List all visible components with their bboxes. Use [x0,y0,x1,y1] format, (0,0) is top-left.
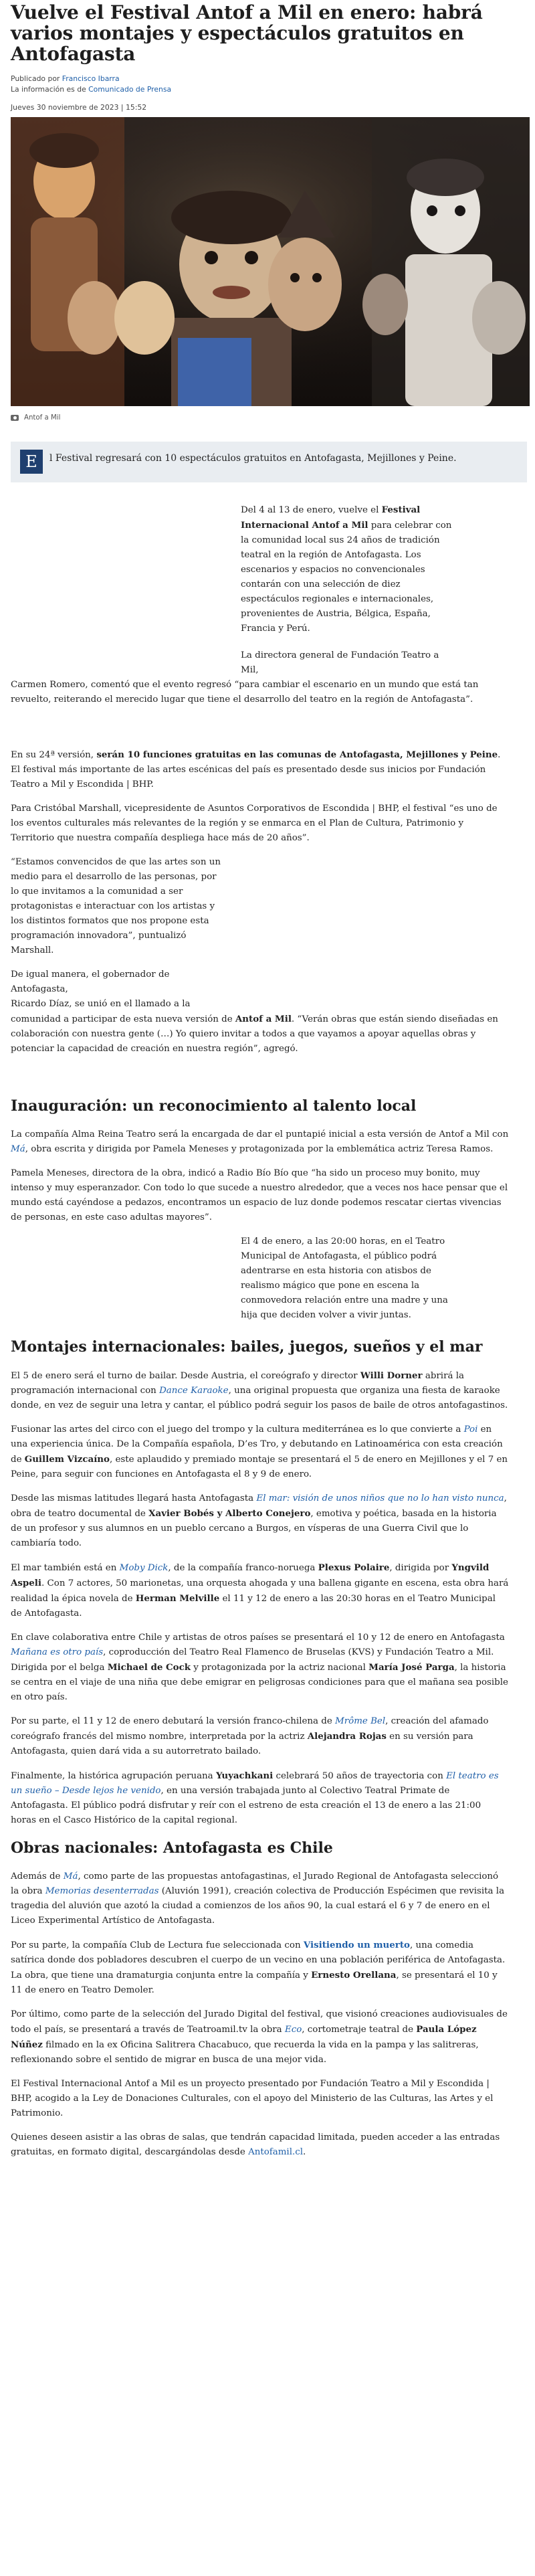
work-link[interactable]: Memorias desenterradas [45,1886,159,1896]
paragraph: Por su parte, el 11 y 12 de enero debutará la versión franco-chilena de Mrôme Bel, creación del afamado coreógrafo francés del mismo nombre, interpretada por la actriz Alejandra Rojas en su versión para Antofagasta, quien dará vida a su autorretrato bailado. [11,1716,489,1756]
work-link[interactable]: Eco [284,2025,302,2035]
paragraph: La compañía Alma Reina Teatro será la encargada de dar el puntapié inicial a esta versión de Antof a Mil con Má, obra escrita y dirigida por Pamela Meneses y protagonizada por la emblemática actriz Teresa Ramos. [11,1129,509,1154]
section-heading: Inauguración: un reconocimiento al talento local [11,1097,417,1115]
paragraph: El mar también está en Moby Dick, de la compañía franco-noruega Plexus Polaire, dirigida por Yngvild Aspeli. Con 7 actores, 50 marionetas, una orquesta ahogada y una ballena gigante en escena, esta obra hará realidad la épica novela de Herman Melville el 11 y 12 de enero a las 20:30 horas en el Teatro Municipal de Antofagasta. [11,1562,509,1619]
paragraph: Por su parte, la compañía Club de Lectura fue seleccionada con Visitiendo un muerto, una comedia satírica donde dos pobladores descubren el cuerpo de un vecino en una población periférica de Antofagasta. La obra, que tiene una dramaturgia conjunta entre la compañía y Ernesto Orellana, se presentará el 10 y 11 de enero en Teatro Demoler. [11,1940,506,1995]
paragraph: El 4 de enero, a las 20:00 horas, en el Teatro Municipal de Antofagasta, el público podrá adentrarse en esta historia con atisbos de realismo mágico que pone en escena la conmovedora relación entre una madre y una hija que deciden volver a vivir juntas. [241,1236,448,1320]
paragraph: Ricardo Díaz, se unió en el llamado a la [11,999,191,1009]
hero-image [11,117,530,406]
paragraph: Además de Má, como parte de las propuestas antofagastinas, el Jurado Regional de Antofagasta seleccionó la obra Memorias desenterradas (Aluvión 1991), creación colectiva de Producción Espécimen que revisita la tragedia del aluvión que azotó la ciudad a comienzos de los años 90, la cual estará el 6 y 7 de enero en el Liceo Experimental Artístico de Antofagasta. [11,1871,505,1926]
image-caption-text: Antof a Mil [24,414,61,422]
puppets-photo [11,117,530,406]
paragraph: La directora general de Fundación Teatro a Mil, [241,650,439,675]
camera-icon [11,415,19,421]
paragraph: comunidad a participar de esta nueva versión de Antof a Mil. “Verán obras que están siendo diseñadas en colaboración con nuestra gente (…) Yo quiero invitar a todos a que vayamos a apoyar aquellas obras y potenciar la capacidad de creación en nuestra región”, agregó. [11,1014,498,1054]
lead-text: l Festival regresará con 10 espectáculos gratuitos en Antofagasta, Mejillones y Peine. [49,453,457,464]
paragraph: Del 4 al 13 de enero, vuelve el Festival Internacional Antof a Mil para celebrar con la comunidad local sus 24 años de tradición teatral en la región de Antofagasta. Los escenarios y espacios no convencionales contarán con una selección de diez espectáculos regionales e internacionales, provenientes de Austria, Bélgica, España, Francia y Perú. [241,504,452,634]
work-link[interactable]: Mrôme Bel [335,1716,386,1726]
paragraph: En su 24ª versión, serán 10 funciones gratuitas en las comunas de Antofagasta, Mejillones y Peine. El festival más importante de las artes escénicas del país es presentado desde sus inicios por Fundación Teatro a Mil y Escondida | BHP. [11,749,501,790]
publish-date: Jueves 30 noviembre de 2023 | 15:52 [11,103,147,112]
work-link[interactable]: El teatro es un sueño – Desde lejos he venido [11,1771,499,1796]
source-prefix: La información es de [11,85,89,94]
paragraph: Fusionar las artes del circo con el juego del trompo y la cultura mediterránea es lo que convierte a Poi en una experiencia única. De la Compañía española, D’es Tro, y debutando en Latinoamérica con esta creación de Guillem Vizcaíno, este aplaudido y premiado montaje se presentará el 5 de enero en Mejillones y el 7 en Peine, para seguir con funciones en Antofagasta el 8 y 9 de enero. [11,1424,508,1479]
work-link[interactable]: Moby Dick [119,1563,169,1573]
tickets-link[interactable]: Antofamil.cl [248,2147,304,2157]
author-link[interactable]: Francisco Ibarra [62,74,120,83]
paragraph: El Festival Internacional Antof a Mil es un proyecto presentado por Fundación Teatro a Mil y Escondida | BHP, acogido a la Ley de Donaciones Culturales, con el apoyo del Ministerio de las Culturas, las Artes y el Patrimonio. [11,2079,494,2118]
image-caption [11,414,527,422]
section-heading: Montajes internacionales: bailes, juegos, sueños y el mar [11,1338,483,1356]
work-link[interactable]: Má [63,1871,78,1881]
paragraph: Pamela Meneses, directora de la obra, indicó a Radio Bío Bío que “ha sido un proceso muy bonito, muy intenso y muy esperanzador. Con todo lo que sucede a nuestro alrededor, que a veces nos hace pensar que el mundo está cayéndose a pedazos, encontramos un espacio de luz donde podemos rescatar ciertas vivencias de personas, en este caso adultas mayores”. [11,1168,508,1222]
paragraph: De igual manera, el gobernador de Antofagasta, [11,970,170,994]
work-link[interactable]: Má [11,1144,25,1154]
paragraph: Desde las mismas latitudes llegará hasta Antofagasta El mar: visión de unos niños que no lo han visto nunca, obra de teatro documental de Xavier Bobés y Alberto Conejero, emotiva y poética, basada en la historia de un profesor y sus alumnos en un pueblo cercano a Burgos, en vísperas de una Guerra Civil que lo cambiaría todo. [11,1493,507,1548]
paragraph: En clave colaborativa entre Chile y artistas de otros países se presentará el 10 y 12 de enero en Antofagasta Mañana es otro país, coproducción del Teatro Real Flamenco de Bruselas (KVS) y Fundación Teatro a Mil. Dirigida por el belga Michael de Cock y protagonizada por la actriz nacional María José Parga, la historia se centra en el viaje de una niña que debe emigrar en peligrosas condiciones para que el mañana sea posible en otro país. [11,1633,508,1702]
article-title: Vuelve el Festival Antof a Mil en enero: habrá varios montajes y espectáculos gratuitos en Antofagasta [11,1,483,65]
lead-box [11,442,527,482]
work-link[interactable]: Visitiendo un muerto [303,1940,410,1950]
paragraph: Carmen Romero, comentó que el evento regresó “para cambiar el escenario en un mundo que está tan revuelto, reiterando el merecido lugar que tiene el desarrollo del teatro en la región de Antofagasta”. [11,680,479,705]
paragraph: Para Cristóbal Marshall, vicepresidente de Asuntos Corporativos de Escondida | BHP, el festival “es uno de los eventos culturales más relevantes de la región y se enmarca en el Plan de Cultura, Patrimonio y Territorio que nuestra compañía despliega hace más de 20 años”. [11,804,498,843]
byline [11,74,527,95]
paragraph: “Estamos convencidos de que las artes son un medio para el desarrollo de las personas, por lo que invitamos a la comunidad a ser protagonistas e interactuar con los artistas y los distintos formatos que nos propone esta programación innovadora”, puntualizó Marshall. [11,857,221,955]
paragraph: Por último, como parte de la selección del Jurado Digital del festival, que visionó creaciones audiovisuales de todo el país, se presentará a través de Teatroamil.tv la obra Eco, cortometraje teatral de Paula López Núñez filmado en la ex Oficina Salitrera Chacabuco, que recuerda la vida en la pampa y las salitreras, reflexionando sobre el sentido de migrar en busca de una mejor vida. [11,2009,508,2065]
work-link[interactable]: Poi [463,1424,478,1435]
byline-prefix: Publicado por [11,74,62,83]
work-link[interactable]: Mañana es otro país [11,1647,104,1657]
work-link[interactable]: El mar: visión de unos niños que no lo han visto nunca [256,1493,504,1503]
paragraph: Quienes deseen asistir a las obras de salas, que tendrán capacidad limitada, pueden acceder a las entradas gratuitas, en formato digital, descargándolas desde Antofamil.cl. [11,2132,500,2157]
paragraph: Finalmente, la histórica agrupación peruana Yuyachkani celebrará 50 años de trayectoria con El teatro es un sueño – Desde lejos he venido, en una versión trabajada junto al Colectivo Teatral Primate de Antofagasta. El público podrá disfrutar y reír con el estreno de esta creación el 13 de enero a las 21:00 horas en el Casco Histórico de la capital regional. [11,1770,499,1825]
paragraph: El 5 de enero será el turno de bailar. Desde Austria, el coreógrafo y director Willi Dorner abrirá la programación internacional con Dance Karaoke, una original propuesta que organiza una fiesta de karaoke donde, en vez de seguir una letra y cantar, el público podrá seguir los pasos de baile de otros antofagastinos. [11,1370,508,1410]
source-link[interactable]: Comunicado de Prensa [88,85,172,94]
work-link[interactable]: Dance Karaoke [159,1386,229,1396]
lead-dropcap: E [20,450,43,474]
section-heading: Obras nacionales: Antofagasta es Chile [11,1839,333,1857]
